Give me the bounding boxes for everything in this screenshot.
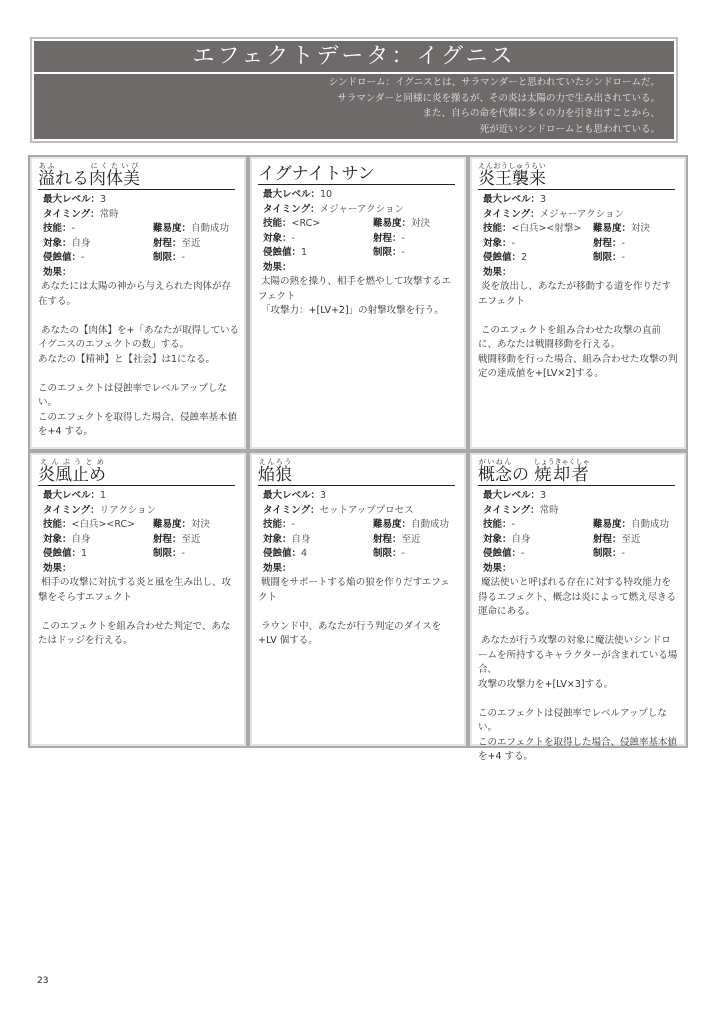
timing-field <box>263 203 404 218</box>
field-row <box>263 504 459 519</box>
difficulty-field <box>373 518 449 533</box>
range-field <box>593 237 625 252</box>
skill-label: 技能： <box>483 519 512 530</box>
effect-description: 相手の攻撃に対抗する炎と風を生み出し、攻撃をそらすエフェクト このエフェクトを組み合わせた判定で、あなたはドッジを行える。 <box>38 577 232 646</box>
effect-title <box>478 458 675 486</box>
effect-title <box>38 162 235 190</box>
skill-field <box>483 222 593 237</box>
target-field <box>483 237 593 252</box>
timing-value: リアクション <box>99 504 157 516</box>
difficulty-field <box>593 222 650 237</box>
target-value: - <box>291 232 295 244</box>
difficulty-field <box>153 518 210 533</box>
target-label: 対象： <box>43 533 72 545</box>
max-level-field <box>263 489 326 504</box>
title-ruby <box>478 458 512 485</box>
erosion-label: 侵蝕値： <box>263 247 302 258</box>
max-level-value: 1 <box>100 490 107 501</box>
range-field <box>153 533 201 548</box>
description-line: シンドローム：イグニスとは、サラマンダーと思われていたシンドロームだ。 <box>328 77 660 88</box>
effect-label: 効果： <box>483 266 512 278</box>
effect-title <box>258 458 455 486</box>
timing-label: タイミング： <box>483 504 540 516</box>
title-ruby <box>38 458 106 485</box>
title-text: れる <box>55 169 89 189</box>
timing-label: タイミング： <box>483 208 540 220</box>
effect-fields <box>478 489 679 576</box>
field-row <box>263 533 459 548</box>
field-row <box>483 193 679 208</box>
limit-label: 制限： <box>593 252 622 263</box>
erosion-value: 4 <box>301 548 308 559</box>
field-row <box>263 217 459 232</box>
syndrome-description <box>34 74 674 139</box>
furigana: あふ <box>38 162 55 170</box>
difficulty-field <box>373 217 430 232</box>
description-line: また、自らの命を代償に多くの力を引き出すことから、 <box>422 108 660 119</box>
target-field <box>43 237 153 252</box>
difficulty-label: 難易度： <box>373 218 412 229</box>
limit-value: - <box>401 247 405 258</box>
max-level-field <box>43 193 106 208</box>
range-label: 射程： <box>153 237 182 249</box>
target-label: 対象： <box>483 533 512 545</box>
erosion-field <box>43 251 153 266</box>
title-text: 炎王襲来 <box>478 169 546 189</box>
timing-field <box>483 504 559 519</box>
target-value: 自身 <box>511 533 531 545</box>
effect-label: 効果： <box>43 562 72 574</box>
difficulty-label: 難易度： <box>593 223 632 234</box>
range-value: 至近 <box>621 533 641 545</box>
effect-title <box>38 458 235 486</box>
max-level-label: 最大レベル： <box>263 189 321 200</box>
max-level-value: 3 <box>100 194 107 205</box>
target-field <box>263 533 373 548</box>
limit-value: - <box>181 252 185 263</box>
effect-card <box>248 451 468 748</box>
difficulty-value: 対決 <box>191 519 211 530</box>
skill-field <box>483 518 593 533</box>
limit-value: - <box>181 548 185 559</box>
difficulty-value: 対決 <box>631 223 651 234</box>
erosion-value: 1 <box>301 247 308 258</box>
page-title: エフェクトデータ：イグニス <box>34 41 674 72</box>
difficulty-value: 対決 <box>411 218 431 229</box>
field-row <box>263 489 459 504</box>
target-label: 対象： <box>263 533 292 545</box>
title-text: 焼却者 <box>533 465 590 485</box>
max-level-value: 3 <box>540 194 547 205</box>
timing-label: タイミング： <box>43 208 100 220</box>
field-row <box>483 251 679 266</box>
target-field <box>483 533 593 548</box>
range-label: 射程： <box>373 232 402 244</box>
skill-field <box>43 222 153 237</box>
limit-label: 制限： <box>373 247 402 258</box>
timing-value: メジャーアクション <box>539 208 624 220</box>
field-row <box>43 208 239 223</box>
field-row <box>263 261 459 276</box>
max-level-field <box>43 489 106 504</box>
description-line: 死が近いシンドロームとも思われている。 <box>479 123 660 135</box>
furigana: えんぷうとめ <box>38 458 106 466</box>
max-level-value: 10 <box>320 189 333 200</box>
limit-label: 制限： <box>153 252 182 263</box>
range-field <box>373 232 405 247</box>
title-ruby <box>38 162 55 189</box>
title-ruby <box>258 458 292 485</box>
erosion-label: 侵蝕値： <box>263 548 302 559</box>
header-box <box>30 37 678 143</box>
title-text: の <box>512 465 535 485</box>
max-level-label: 最大レベル： <box>483 194 541 205</box>
furigana: しょうきゃくしゃ <box>533 458 590 466</box>
effect-card <box>468 451 688 762</box>
range-value: - <box>401 232 405 244</box>
target-value: - <box>511 237 515 249</box>
max-level-label: 最大レベル： <box>263 490 321 501</box>
field-row <box>263 203 459 218</box>
effect-fields <box>258 489 459 576</box>
field-row <box>43 547 239 562</box>
title-text: 炎風止め <box>38 465 106 485</box>
target-value: 自身 <box>291 533 311 545</box>
erosion-label: 侵蝕値： <box>483 252 522 263</box>
field-row <box>43 222 239 237</box>
range-label: 射程： <box>593 237 622 249</box>
erosion-label: 侵蝕値： <box>43 252 82 263</box>
target-label: 対象： <box>43 237 72 249</box>
difficulty-field <box>153 222 229 237</box>
difficulty-field <box>593 518 669 533</box>
furigana: えんろう <box>258 458 292 466</box>
field-row <box>483 222 679 237</box>
field-row <box>263 562 459 577</box>
skill-field <box>43 518 153 533</box>
range-value: - <box>621 237 625 249</box>
skill-field <box>263 518 373 533</box>
field-row <box>43 193 239 208</box>
target-value: 自身 <box>71 237 91 249</box>
max-level-field <box>483 489 546 504</box>
field-row <box>43 251 239 266</box>
skill-label: 技能： <box>263 519 292 530</box>
max-level-field <box>263 188 332 203</box>
field-row <box>483 489 679 504</box>
limit-label: 制限： <box>373 548 402 559</box>
difficulty-value: 自動成功 <box>191 223 230 234</box>
timing-field <box>43 208 119 223</box>
effect-card <box>248 155 468 451</box>
target-field <box>263 232 373 247</box>
target-label: 対象： <box>483 237 512 249</box>
difficulty-value: 自動成功 <box>631 519 670 530</box>
title-text: 溢 <box>38 169 55 189</box>
field-row <box>483 208 679 223</box>
field-row <box>483 547 679 562</box>
furigana: にくたいび <box>89 162 140 170</box>
erosion-label: 侵蝕値： <box>483 548 522 559</box>
field-row <box>483 562 679 577</box>
effect-fields <box>258 188 459 275</box>
erosion-field <box>483 251 593 266</box>
erosion-value: - <box>81 252 85 263</box>
erosion-field <box>263 246 373 261</box>
skill-label: 技能： <box>483 223 512 234</box>
timing-value: セットアッププロセス <box>319 504 414 516</box>
field-row <box>43 237 239 252</box>
skill-value: <白兵><射撃> <box>511 223 582 234</box>
max-level-value: 3 <box>540 490 547 501</box>
furigana: がいねん <box>478 458 512 466</box>
effect-fields <box>38 193 239 280</box>
range-label: 射程： <box>373 533 402 545</box>
effect-title <box>478 162 675 190</box>
erosion-value: - <box>521 548 525 559</box>
erosion-field <box>483 547 593 562</box>
field-row <box>483 533 679 548</box>
title-ruby <box>533 458 590 485</box>
target-label: 対象： <box>263 232 292 244</box>
effect-description: 太陽の熱を操り、相手を燃やして攻撃するエフェクト 「攻撃力：+[LV+2]」の射撃攻撃を行う。 <box>258 276 452 316</box>
effect-title <box>258 162 455 185</box>
skill-value: - <box>291 519 295 530</box>
title-text: 焔狼 <box>258 465 292 485</box>
range-value: 至近 <box>181 237 201 249</box>
effect-card <box>28 451 248 748</box>
field-row <box>263 547 459 562</box>
field-row <box>43 489 239 504</box>
field-row <box>43 518 239 533</box>
title-text: 肉体美 <box>89 169 140 189</box>
range-field <box>153 237 201 252</box>
max-level-value: 3 <box>320 490 327 501</box>
limit-value: - <box>621 252 625 263</box>
skill-field <box>263 217 373 232</box>
limit-field <box>373 547 405 562</box>
range-value: 至近 <box>181 533 201 545</box>
target-value: 自身 <box>71 533 91 545</box>
limit-value: - <box>621 548 625 559</box>
limit-field <box>153 251 185 266</box>
field-row <box>43 562 239 577</box>
difficulty-label: 難易度： <box>373 519 412 530</box>
skill-label: 技能： <box>43 519 72 530</box>
field-row <box>483 266 679 281</box>
field-row <box>483 518 679 533</box>
range-label: 射程： <box>593 533 622 545</box>
timing-field <box>43 504 156 519</box>
range-label: 射程： <box>153 533 182 545</box>
page-number: 23 <box>37 976 49 986</box>
skill-value: - <box>511 519 515 530</box>
effect-card-grid <box>28 155 688 762</box>
skill-value: - <box>71 223 75 234</box>
erosion-value: 1 <box>81 548 88 559</box>
difficulty-value: 自動成功 <box>411 519 450 530</box>
effect-card <box>468 155 688 451</box>
timing-field <box>483 208 624 223</box>
title-text: 概念 <box>478 465 512 485</box>
field-row <box>263 246 459 261</box>
effect-description: 魔法使いと呼ばれる存在に対する特攻能力を得るエフェクト、概念は炎によって燃え尽きる運命にある。 あなたが行う攻撃の対象に魔法使いシンドロームを所持するキャラクターが含まれている場合、 攻撃の攻撃力を+[LV×3]する。 このエフェクトは侵蝕率でレベルアップしない。 このエフェクトを取得した場合、侵蝕率基本値を+4 する。 <box>478 577 678 762</box>
timing-field <box>263 504 414 519</box>
max-level-label: 最大レベル： <box>43 490 101 501</box>
erosion-field <box>263 547 373 562</box>
field-row <box>263 232 459 247</box>
timing-label: タイミング： <box>43 504 100 516</box>
timing-value: 常時 <box>99 208 119 220</box>
limit-label: 制限： <box>153 548 182 559</box>
difficulty-label: 難易度： <box>593 519 632 530</box>
range-field <box>373 533 421 548</box>
target-field <box>43 533 153 548</box>
field-row <box>43 266 239 281</box>
effect-description: 戦闘をサポートする焔の狼を作りだすエフェクト ラウンド中、あなたが行う判定のダイスを+LV 個する。 <box>258 577 450 646</box>
title-ruby <box>478 162 546 189</box>
limit-value: - <box>401 548 405 559</box>
effect-label: 効果： <box>43 266 72 278</box>
effect-card <box>28 155 248 451</box>
limit-field <box>593 547 625 562</box>
max-level-field <box>483 193 546 208</box>
effect-label: 効果： <box>263 261 292 273</box>
max-level-label: 最大レベル： <box>483 490 541 501</box>
limit-field <box>373 246 405 261</box>
skill-value: <白兵><RC> <box>71 519 136 530</box>
field-row <box>43 533 239 548</box>
erosion-label: 侵蝕値： <box>43 548 82 559</box>
limit-label: 制限： <box>593 548 622 559</box>
timing-value: メジャーアクション <box>319 203 404 215</box>
timing-label: タイミング： <box>263 203 320 215</box>
skill-label: 技能： <box>263 218 292 229</box>
effect-description: あなたには太陽の神から与えられた肉体が存在する。 あなたの【肉体】を+「あなたが取得しているイグニスのエフェクトの数」する。 あなたの【精神】と【社会】は1になる。 このエフェクトは侵蝕率でレベルアップしない。 このエフェクトを取得した場合、侵蝕率基本値を+4 する。 <box>38 281 239 437</box>
difficulty-label: 難易度： <box>153 223 192 234</box>
erosion-value: 2 <box>521 252 528 263</box>
limit-field <box>593 251 625 266</box>
field-row <box>483 504 679 519</box>
effect-description: 炎を放出し、あなたが移動する道を作りだすエフェクト このエフェクトを組み合わせた攻撃の直前に、あなたは戦闘移動を行える。 戦闘移動を行った場合、組み合わせた攻撃の判定の達成値を+[LV×2]する。 <box>478 281 678 379</box>
max-level-label: 最大レベル： <box>43 194 101 205</box>
timing-label: タイミング： <box>263 504 320 516</box>
effect-fields <box>38 489 239 576</box>
range-field <box>593 533 641 548</box>
effect-fields <box>478 193 679 280</box>
field-row <box>263 188 459 203</box>
effect-label: 効果： <box>263 562 292 574</box>
field-row <box>263 518 459 533</box>
title-text: イグナイトサン <box>258 164 375 184</box>
description-line: サラマンダーと同様に炎を操るが、その炎は太陽の力で生み出されている。 <box>337 92 660 104</box>
difficulty-label: 難易度： <box>153 519 192 530</box>
effect-label: 効果： <box>483 562 512 574</box>
field-row <box>43 504 239 519</box>
erosion-field <box>43 547 153 562</box>
timing-value: 常時 <box>539 504 559 516</box>
skill-value: <RC> <box>291 218 321 229</box>
title-ruby <box>89 162 140 189</box>
field-row <box>483 237 679 252</box>
range-value: 至近 <box>401 533 421 545</box>
limit-field <box>153 547 185 562</box>
skill-label: 技能： <box>43 223 72 234</box>
furigana: えんおうしゅうらい <box>478 162 546 170</box>
